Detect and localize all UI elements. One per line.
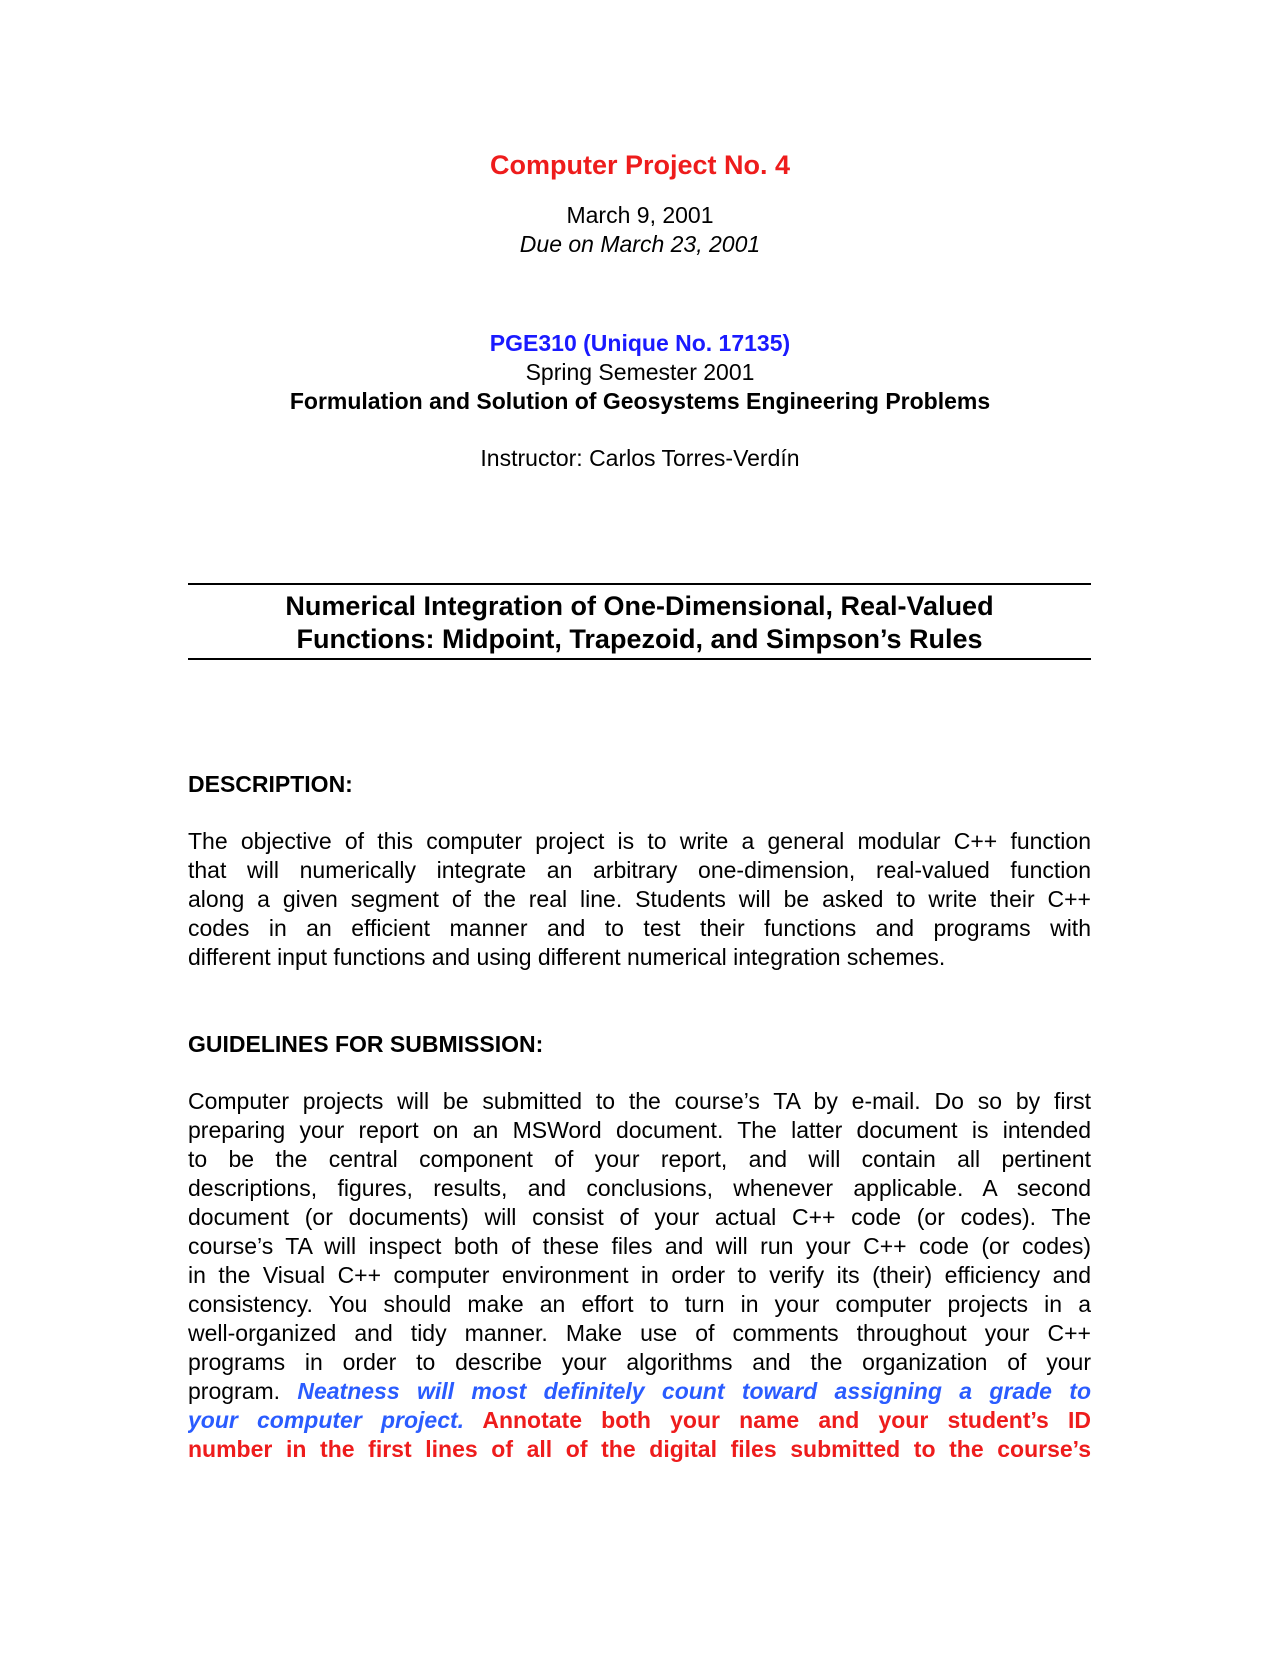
semester: Spring Semester 2001	[525, 359, 755, 385]
annotation-requirement: Annotate both your name and your student’s ID	[464, 1407, 1091, 1433]
guidelines-line: document (or documents) will consist of your actual C++ code (or codes). The	[188, 1204, 1091, 1230]
guidelines-line-mixed	[188, 1377, 1091, 1406]
course-code: PGE310 (Unique No. 17135)	[489, 330, 791, 356]
course-name: Formulation and Solution of Geosystems Engineering Problems	[289, 388, 991, 414]
guidelines-line-mixed	[188, 1406, 1091, 1435]
guidelines-heading: GUIDELINES FOR SUBMISSION:	[188, 1031, 544, 1057]
neatness-emphasis: Neatness will most definitely count toward assigning a grade to	[297, 1378, 1091, 1404]
description-line: The objective of this computer project is to write a general modular C++ function	[188, 828, 1091, 854]
title-top-rule	[188, 583, 1091, 585]
guidelines-line: consistency. You should make an effort to turn in your computer projects in a	[188, 1291, 1091, 1317]
guidelines-text: program.	[188, 1378, 298, 1404]
guidelines-paragraph	[188, 1087, 1091, 1464]
annotation-requirement: number in the first lines of all of the digital files submitted to the course’s	[188, 1436, 1091, 1462]
description-paragraph	[188, 827, 1091, 972]
description-line: that will numerically integrate an arbitrary one-dimension, real-valued function	[188, 857, 1091, 883]
project-title: Computer Project No. 4	[489, 150, 791, 180]
neatness-emphasis: your computer project.	[188, 1407, 465, 1433]
description-line: along a given segment of the real line. Students will be asked to write their C++	[188, 886, 1091, 912]
issue-date: March 9, 2001	[566, 202, 714, 228]
guidelines-line: Computer projects will be submitted to the course’s TA by e-mail. Do so by first	[188, 1088, 1091, 1114]
guidelines-line: preparing your report on an MSWord document. The latter document is intended	[188, 1117, 1091, 1143]
main-title-line-2: Functions: Midpoint, Trapezoid, and Simpson’s Rules	[296, 624, 983, 654]
guidelines-line: to be the central component of your report, and will contain all pertinent	[188, 1146, 1091, 1172]
description-line: different input functions and using different numerical integration schemes.	[188, 944, 946, 970]
guidelines-line: course’s TA will inspect both of these files and will run your C++ code (or codes)	[188, 1233, 1091, 1259]
main-title-line-1: Numerical Integration of One-Dimensional, Real-Valued	[285, 591, 994, 621]
instructor: Instructor: Carlos Torres-Verdín	[480, 445, 800, 471]
due-date: Due on March 23, 2001	[519, 231, 761, 257]
guidelines-line: well-organized and tidy manner. Make use of comments throughout your C++	[188, 1320, 1091, 1346]
description-line: codes in an efficient manner and to test their functions and programs with	[188, 915, 1091, 941]
description-heading: DESCRIPTION:	[188, 771, 353, 797]
guidelines-line: descriptions, figures, results, and conclusions, whenever applicable. A second	[188, 1175, 1091, 1201]
guidelines-line: in the Visual C++ computer environment in order to verify its (their) efficiency and	[188, 1262, 1091, 1288]
title-bottom-rule	[188, 658, 1091, 660]
guidelines-line: programs in order to describe your algorithms and the organization of your	[188, 1349, 1091, 1375]
